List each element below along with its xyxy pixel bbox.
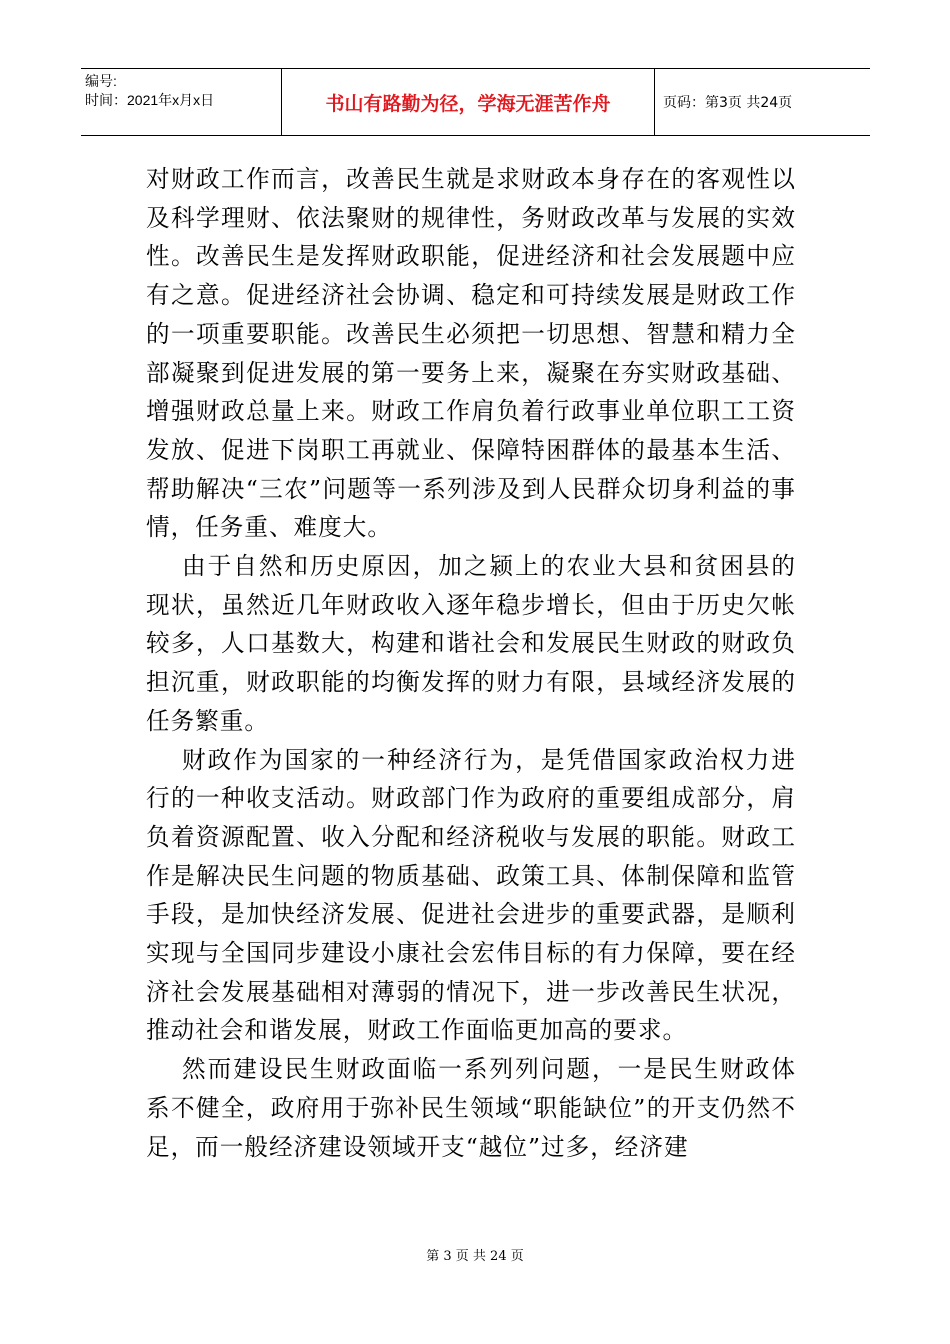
paragraph: 对财政工作而言，改善民生就是求财政本身存在的客观性以及科学理财、依法聚财的规律性，务财政改革与发展的实效性。改善民生是发挥财政职能，促进经济和社会发展题中应有之意。促进经济社会协调、稳定和可持续发展是财政工作的一项重要职能。改善民生必须把一切思想、智慧和精力全部凝聚到促进发展的第一要务上来，凝聚在夯实财政基础、增强财政总量上来。财政工作肩负着行政事业单位职工工资发放、促进下岗职工再就业、保障特困群体的最基本生活、帮助解决“三农”问题等一系列涉及到人民群众切身利益的事情，任务重、难度大。 <box>146 165 796 542</box>
page-footer <box>0 1245 950 1264</box>
date-label: 时间：2021年x月x日 <box>85 92 215 108</box>
document-body <box>146 160 796 1166</box>
paragraph: 财政作为国家的一种经济行为，是凭借国家政治权力进行的一种收支活动。财政部门作为政府的重要组成部分，肩负着资源配置、收入分配和经济税收与发展的职能。财政工作是解决民生问题的物质基础、政策工具、体制保障和监管手段，是加快经济发展、促进社会进步的重要武器，是顺利实现与全国同步建设小康社会宏伟目标的有力保障，要在经济社会发展基础相对薄弱的情况下，进一步改善民生状况，推动社会和谐发展，财政工作面临更加高的要求。 <box>146 745 796 1045</box>
paragraph: 然而建设民生财政面临一系列列问题，一是民生财政体系不健全，政府用于弥补民生领域“职能缺位”的开支仍然不足，而一般经济建设领域开支“越位”过多，经济建 <box>146 1055 796 1161</box>
header-meta-cell <box>81 69 282 135</box>
header-page-cell <box>655 69 870 135</box>
page-header <box>81 68 870 136</box>
paragraph: 由于自然和历史原因，加之颍上的农业大县和贫困县的现状，虽然近几年财政收入逐年稳步增长，但由于历史欠帐较多，人口基数大，构建和谐社会和发展民生财政的财政负担沉重，财政职能的均衡发挥的财力有限，县域经济发展的任务繁重。 <box>146 552 796 735</box>
header-page-info: 页码：第3页 共24页 <box>663 95 793 111</box>
footer-page-number: 第 3 页 共 24 页 <box>426 1249 524 1264</box>
motto-text: 书山有路勤为径，学海无涯苦作舟 <box>325 92 611 115</box>
header-motto-cell <box>282 69 655 135</box>
serial-number-label: 编号: <box>85 73 117 89</box>
